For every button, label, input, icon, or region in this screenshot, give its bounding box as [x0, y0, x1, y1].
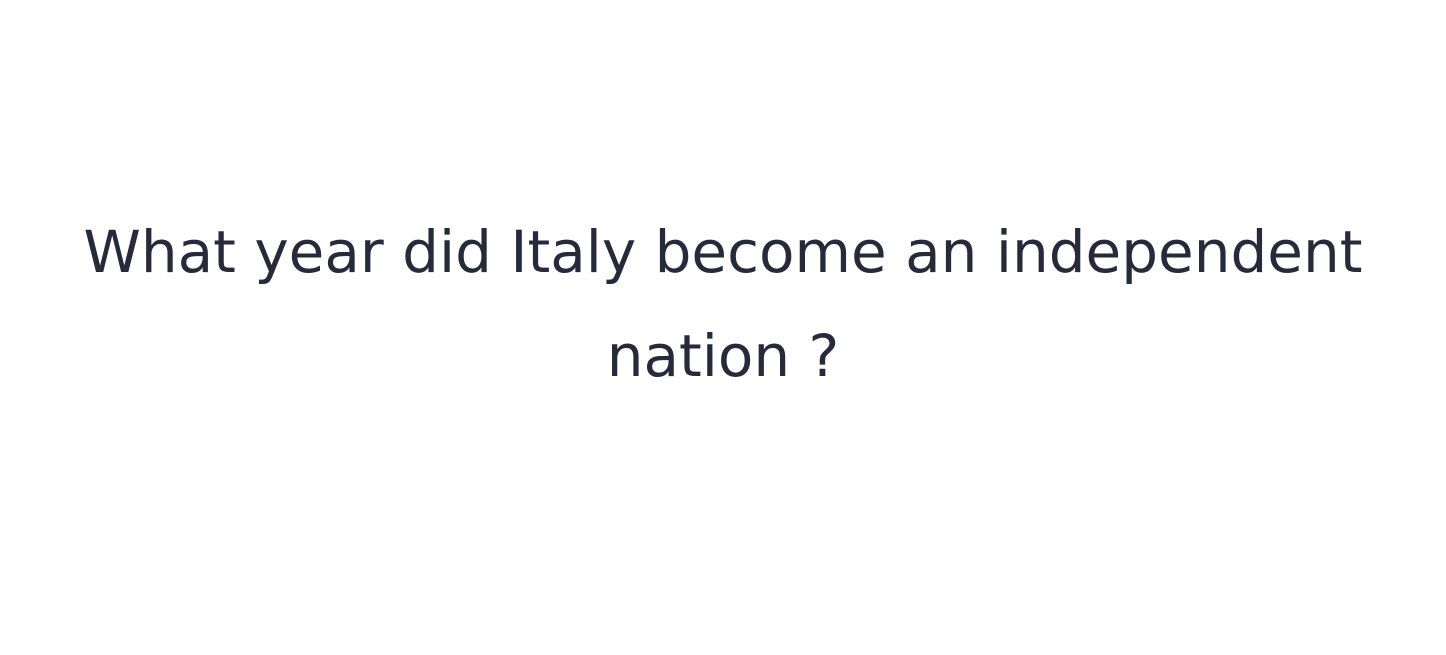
question-line-2: nation ? [606, 322, 840, 390]
question-line-1: What year did Italy become an independent [83, 218, 1363, 286]
question-text [50, 200, 1396, 408]
